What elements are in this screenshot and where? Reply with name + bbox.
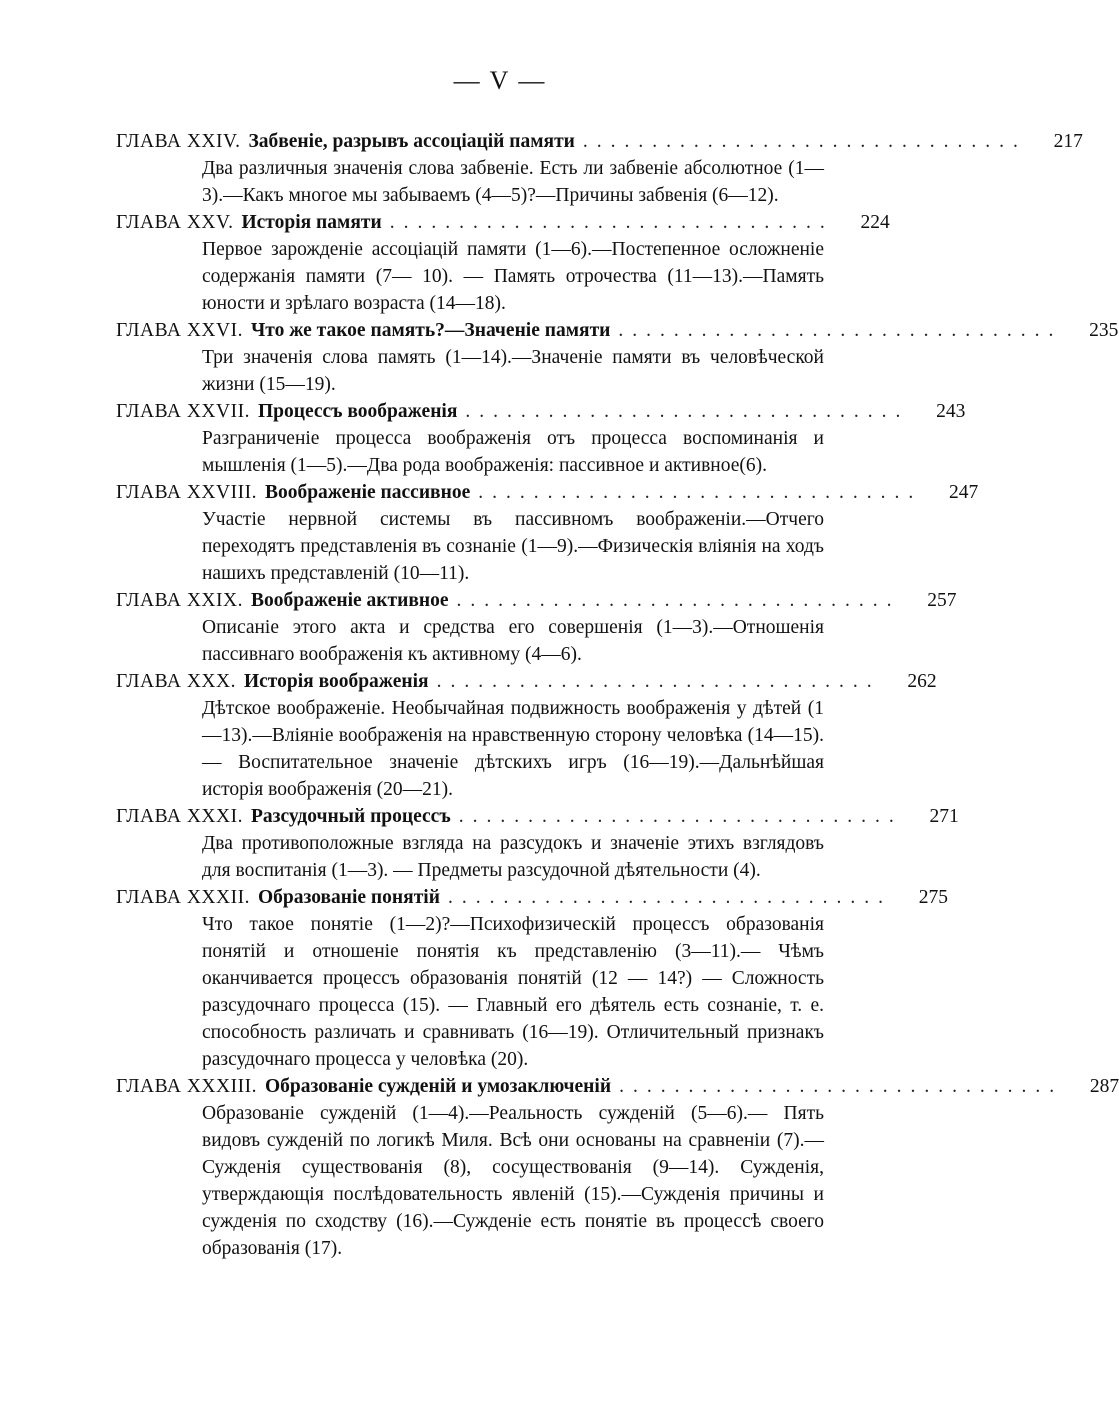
dot-leader: ................................ [456,590,901,611]
chapter-summary: Первое зарожденіе ассоціацій памяти (1—6).—Постепенное осложненіе содержанія памяти (7— 10). — Память отрочества (11—13).—Память юности и зрѣлаго возраста (14—18). [202,239,824,314]
chapter-title: Забвеніе, разрывъ ассоціацій памяти [248,131,575,152]
chapter-number: ГЛАВА XXVIII. [116,482,257,503]
chapter-page: 235 [1089,320,1119,341]
chapter-page: 247 [948,482,979,503]
chapter-page: 287 [1089,1076,1119,1097]
chapter-title: Образованіе понятій [257,887,440,908]
chapter-heading [116,128,1083,155]
chapter-entry [116,1073,1119,1262]
chapter-entry [116,884,948,1073]
chapter-number: ГЛАВА XXIV. [116,131,241,152]
page-number: — V — [453,66,547,95]
chapter-summary: Три значенія слова память (1—14).—Значеніе памяти въ человѣческой жизни (15—19). [202,347,824,395]
dot-leader: ................................ [436,671,881,692]
chapter-number: ГЛАВА XXVI. [116,320,243,341]
chapter-number: ГЛАВА XXVII. [116,401,250,422]
chapter-entry [116,398,966,479]
chapter-summary: Два различныя значенія слова забвеніе. Есть ли забвеніе абсолютное (1—3).—Какъ многое мы забываемъ (4—5)?—Причины забвенія (6—12). [202,158,824,206]
chapter-summary: Описаніе этого акта и средства его совершенія (1—3).—Отношенія пассивнаго воображенія къ активному (4—6). [202,617,824,665]
dot-leader: ................................ [447,887,892,908]
chapter-heading [116,398,966,425]
chapter-number: ГЛАВА XXX. [116,671,236,692]
chapter-entry [116,587,957,668]
chapter-summary: Что такое понятіе (1—2)?—Психофизическій процессъ образованія понятій и отношеніе понятія къ представленію (3—11).— Чѣмъ оканчивается процессъ образованія понятій (12 — 14?) — Сложность разсудочнаго процесса (15). — Главный его дѣятель есть сознаніе, т. е. способность различать и сравнивать (16—19). Отличительный признакъ разсудочнаго процесса у человѣка (20). [202,914,824,1070]
chapter-page: 243 [936,401,966,422]
chapter-title: Что же такое память?—Значеніе памяти [250,320,611,341]
chapter-number: ГЛАВА XXV. [116,212,234,233]
chapter-summary: Дѣтское воображеніе. Необычайная подвижность воображенія у дѣтей (1—13).—Вліяніе воображенія на нравственную сторону человѣка (14—15). — Воспитательное значеніе дѣтскихъ игръ (16—19).—Дальнѣйшая исторія воображенія (20—21). [202,698,824,800]
chapter-entry [116,128,1083,209]
chapter-heading [116,803,959,830]
dot-leader: ................................ [458,806,903,827]
chapter-title: Процессъ воображенія [257,401,458,422]
dot-leader: ................................ [389,212,834,233]
chapter-heading [116,209,890,236]
chapter-page: 217 [1053,131,1083,152]
chapter-title: Воображеніе пассивное [264,482,471,503]
chapter-number: ГЛАВА XXXII. [116,887,250,908]
chapter-summary: Разграниченіе процесса воображенія отъ процесса воспоминанія и мышленія (1—5).—Два рода воображенія: пассивное и активное(6). [202,428,824,476]
chapter-heading [116,668,937,695]
chapter-page: 262 [907,671,937,692]
chapter-page: 257 [927,590,957,611]
chapter-heading [116,1073,1119,1100]
table-of-contents [116,128,1119,1262]
chapter-entry [116,803,959,884]
chapter-title: Разсудочный процессъ [250,806,451,827]
chapter-summary: Участіе нервной системы въ пассивномъ воображеніи.—Отчего переходятъ представленія въ сознаніе (1—9).—Физическія вліянія на ходъ нашихъ представленій (10—11). [202,509,824,584]
chapter-heading [116,884,948,911]
chapter-entry [116,479,979,587]
chapter-entry [116,317,1119,398]
chapter-title: Исторія воображенія [243,671,429,692]
chapter-number: ГЛАВА XXXI. [116,806,243,827]
chapter-summary: Два противоположные взгляда на разсудокъ и значеніе этихъ взглядовъ для воспитанія (1—3). — Предметы разсудочной дѣятельности (4). [202,833,824,881]
dot-leader: ................................ [478,482,923,503]
dot-leader: ................................ [465,401,910,422]
chapter-heading [116,587,957,614]
dot-leader: ................................ [619,1076,1064,1097]
chapter-title: Воображеніе активное [250,590,449,611]
chapter-title: Образованіе сужденій и умозаключеній [264,1076,612,1097]
chapter-number: ГЛАВА XXIX. [116,590,243,611]
dot-leader: ................................ [582,131,1027,152]
chapter-page: 224 [860,212,890,233]
dot-leader: ................................ [618,320,1063,341]
chapter-heading [116,479,979,506]
chapter-page: 275 [918,887,948,908]
chapter-entry [116,209,890,317]
chapter-page: 271 [929,806,959,827]
chapter-entry [116,668,937,803]
chapter-number: ГЛАВА XXXIII. [116,1076,257,1097]
chapter-summary: Образованіе сужденій (1—4).—Реальность сужденій (5—6).— Пять видовъ сужденій по логикѣ Миля. Всѣ они основаны на сравненіи (7).—Сужденія существованія (8), сосуществованія (9—14). Сужденія, утверждающія послѣдовательность явленій (15).—Сужденія причины и сужденія по сходству (16).—Сужденіе есть понятіе въ процессѣ своего образованія (17). [202,1103,824,1259]
chapter-heading [116,317,1119,344]
chapter-title: Исторія памяти [241,212,382,233]
